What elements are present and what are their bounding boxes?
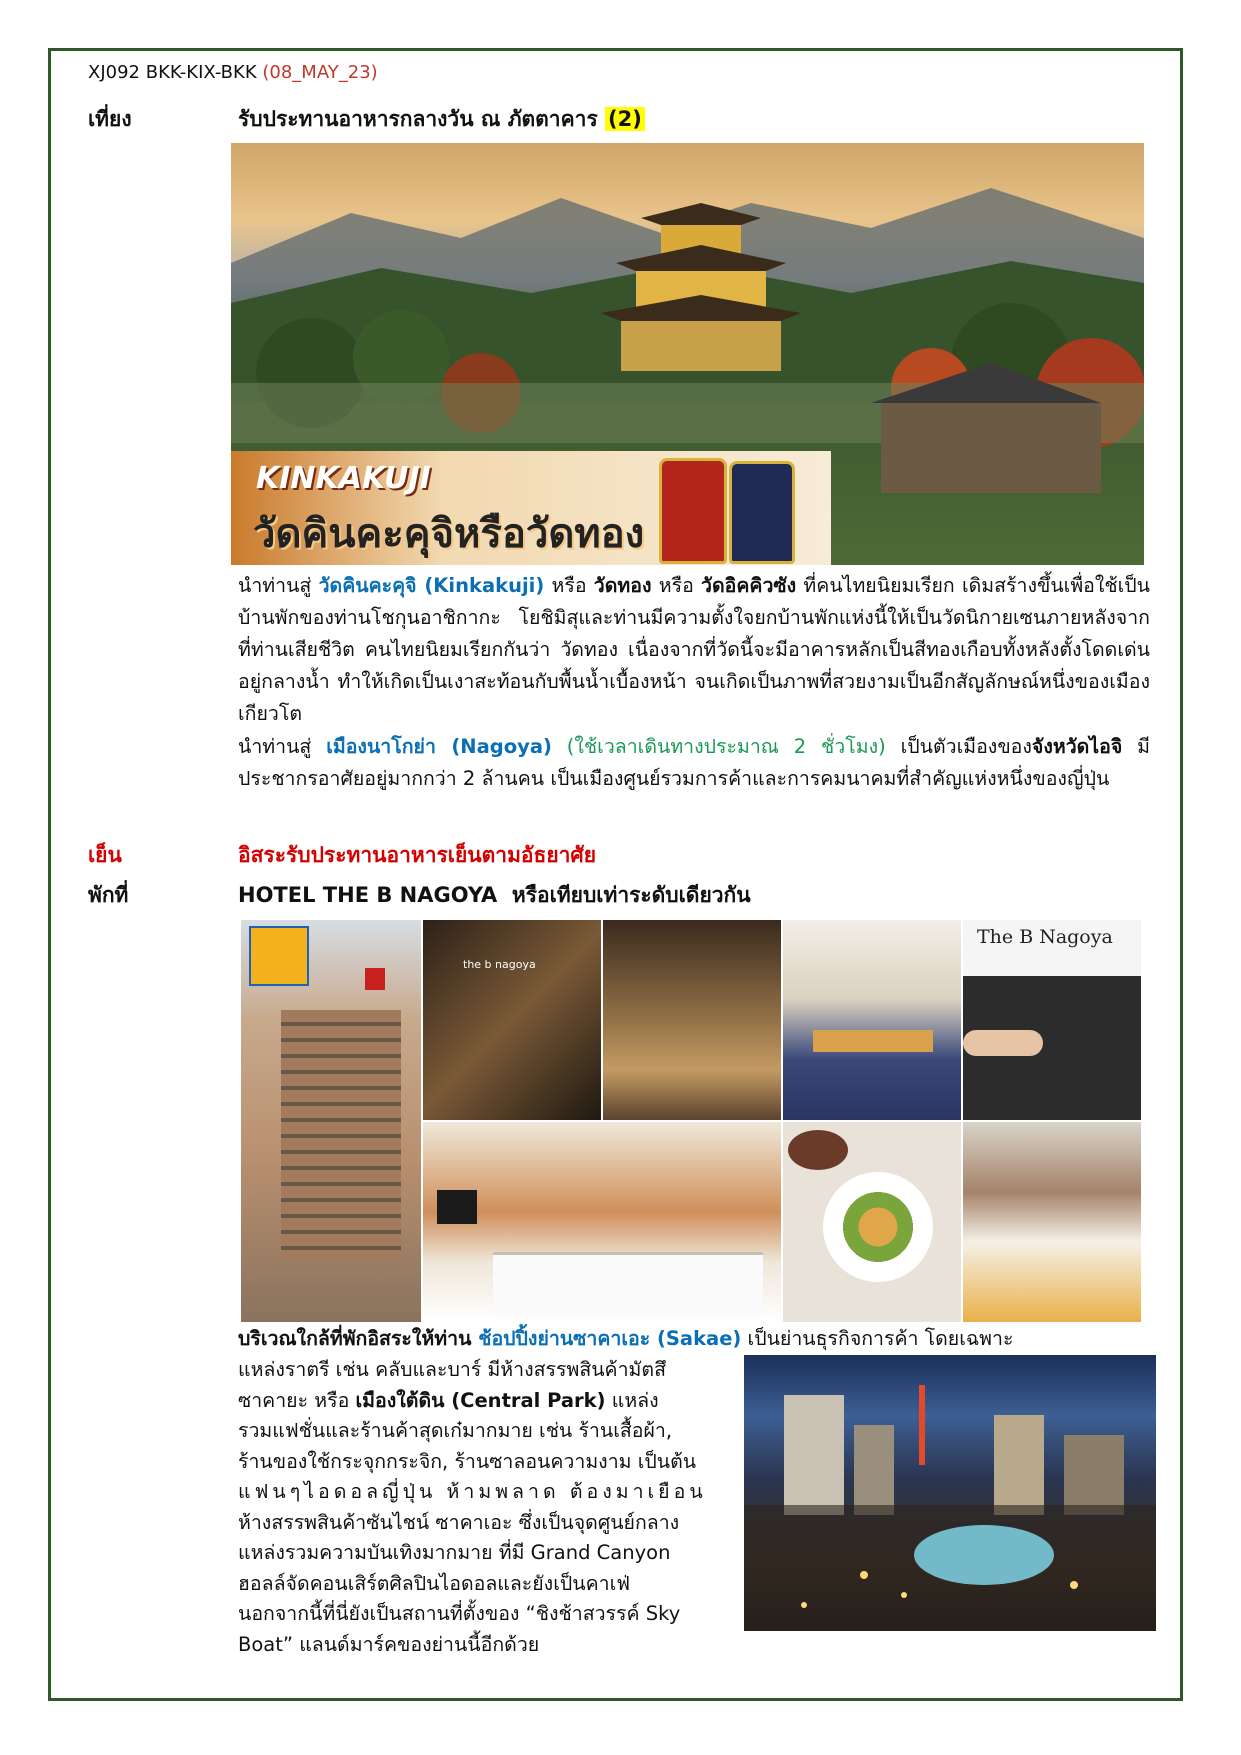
aichi-prefecture: จังหวัดไอจิ — [1031, 735, 1123, 758]
room-bed — [493, 1252, 763, 1315]
sakae-line-2c: แหล่ง — [605, 1388, 659, 1412]
kinkakuji-photo — [231, 143, 1144, 565]
nagoya-text-2: เป็นตัวเมืองของ — [885, 735, 1032, 758]
central-park-name: เมืองใต้ดิน (Central Park) — [355, 1388, 606, 1412]
hotel-collage — [241, 920, 1141, 1322]
sakae-line-1: แหล่งราตรี เช่น คลับและบาร์ มีห้างสรรพสินค้ามัตสึ — [238, 1358, 666, 1381]
buffet-photo — [963, 1122, 1141, 1322]
lunch-label: เที่ยง — [88, 107, 132, 131]
banner-title-en: KINKAKUJI — [256, 461, 431, 496]
sakae-description — [238, 1355, 728, 1660]
hotel-heading — [238, 879, 751, 912]
plate-1 — [823, 1172, 933, 1282]
hotel-label: พักที่ — [88, 883, 129, 907]
lunch-heading — [238, 103, 645, 136]
kinkakuji-name: วัดคินคะคุจิ (Kinkakuji) — [318, 574, 545, 597]
coffee-machine-photo — [963, 920, 1141, 1120]
sakae-lead-text-2: เป็นย่านธุรกิจการค้า โดยเฉพาะ — [741, 1327, 1014, 1350]
nagoya-description — [238, 731, 1150, 795]
nagoya-text-3: มีประชากรอาศัยอยู่มากกว่า 2 ล้านคน เป็นเมืองศูนย์รวมการค้าและการคมนาคมที่สำคัญแห่งหนึ่งของญี่ปุ่น — [238, 735, 1150, 790]
plate-2 — [788, 1130, 848, 1170]
sakae-line-4: ร้านของใช้กระจุกกระจิก, ร้านซาลอนความงาม เป็นต้น — [238, 1449, 697, 1473]
hotel-sign-text: the b nagoya — [463, 958, 536, 971]
sakae-line-6: ห้างสรรพสินค้าซันไชน์ ซาคาเอะ ซึ่งเป็นจุดศูนย์กลาง — [238, 1510, 680, 1534]
hotel-red-sign — [365, 968, 385, 990]
sakae-city-illustration — [744, 1355, 1156, 1631]
nagoya-city: เมืองนาโกย่า (Nagoya) — [326, 735, 552, 758]
sakae-lead — [238, 1324, 1150, 1355]
sakae-line-9: นอกจากนี้ที่นี่ยังเป็นสถานที่ตั้งของ “ชิงช้าสวรรค์ Sky — [238, 1602, 681, 1625]
hotel-entrance-photo — [603, 920, 781, 1120]
hotel-name: HOTEL THE B NAGOYA — [238, 883, 498, 907]
sakae-line-7: แหล่งรวมความบันเทิงมากมาย ที่มี Grand Canyon — [238, 1541, 671, 1564]
sakae-line-8: ฮอลล์จัดคอนเสิร์ตศิลปินไอดอลและยังเป็นคาเฟ่ — [238, 1571, 631, 1595]
tour-date: (08_MAY_23) — [262, 62, 378, 83]
dinner-label: เย็น — [88, 843, 122, 867]
nagoya-travel-time: (ใช้เวลาเดินทางประมาณ 2 ชั่วโมง) — [551, 735, 886, 758]
sakae-line-3: รวมแฟชั่นและร้านค้าสุดเก๋มากมาย เช่น ร้านเสื้อผ้า, — [238, 1419, 673, 1442]
kinkakuji-text-2: หรือ — [544, 574, 594, 597]
kinkakuji-text-4: ที่คนไทยนิยมเรียก เดิมสร้างขึ้นเพื่อใช้เป็นบ้านพักของท่านโชกุนอาชิกากะ โยชิมิสุและท่านมีความตั้งใจยกบ้านพักแห่งนี้ให้เป็นวัดนิกายเซนภายหลังจากที่ท่านเสียชีวิต คนไทยนิยมเรียกกันว่า วัดทอง เนื่องจากที่วัดนี้จะมีอาคารหลักเป็นสีทองเกือบทั้งหลังตั้งโดดเด่นอยู่กลางน้ำ ทำให้เกิดเป็นเงาสะท้อนกับพื้นน้ำเบื้องหน้า จนเกิดเป็นภาพที่สวยงามเป็นอีกสัญลักษณ์หนึ่งของเมืองเกียวโต — [238, 574, 1151, 725]
sakae-name: ช้อปปิ้งย่านซาคาเอะ (Sakae) — [478, 1327, 742, 1350]
sakae-night-photo — [744, 1355, 1156, 1631]
meal-badge: (2) — [605, 107, 645, 131]
kinkakuji-description — [238, 570, 1150, 730]
nagoya-text-1: นำท่านสู่ — [238, 735, 327, 758]
hotel-photo-caption: The B Nagoya — [977, 926, 1113, 948]
kinkakuji-alt-name-1: วัดทอง — [593, 574, 652, 597]
lunch-text: รับประทานอาหารกลางวัน ณ ภัตตาคาร — [238, 107, 598, 131]
hotel-lobby-photo — [423, 920, 601, 1120]
room-tv — [437, 1190, 477, 1224]
sakae-line-5: แฟนๆไอดอลญี่ปุ่น ห้ามพลาด ต้องมาเยือน — [238, 1480, 707, 1503]
omamori-red — [659, 458, 727, 564]
kinkakuji-text-1: นำท่านสู่ — [238, 574, 319, 597]
sakae-line-2a: ซาคายะ หรือ — [238, 1388, 356, 1412]
lounge-sofa — [813, 1030, 933, 1052]
tour-code-text: XJ092 BKK-KIX-BKK — [88, 62, 257, 83]
sakae-line-10: Boat” แลนด์มาร์คของย่านนี้อีกด้วย — [238, 1632, 540, 1656]
hotel-note: หรือเทียบเท่าระดับเดียวกัน — [497, 883, 751, 907]
guest-room-photo — [423, 1122, 781, 1322]
dinner-heading: อิสระรับประทานอาหารเย็นตามอัธยาศัย — [238, 843, 597, 867]
kinkakuji-alt-name-2: วัดอิคคิวซัง — [701, 574, 797, 597]
brand-logo — [249, 926, 309, 986]
hotel-exterior-photo — [241, 920, 421, 1322]
hotel-lounge-photo — [783, 920, 961, 1120]
tour-code — [88, 62, 378, 83]
breakfast-photo — [783, 1122, 961, 1322]
sakae-lead-text-1: บริเวณใกล้ที่พักอิสระให้ท่าน — [238, 1327, 479, 1350]
building-windows — [281, 1010, 401, 1260]
omamori-navy — [729, 461, 795, 564]
hand-shape — [963, 1030, 1043, 1056]
sakae-line-2 — [238, 1386, 728, 1417]
kinkakuji-text-3: หรือ — [651, 574, 702, 597]
banner-title-th: วัดคินคะคุจิหรือวัดทอง — [253, 511, 645, 557]
